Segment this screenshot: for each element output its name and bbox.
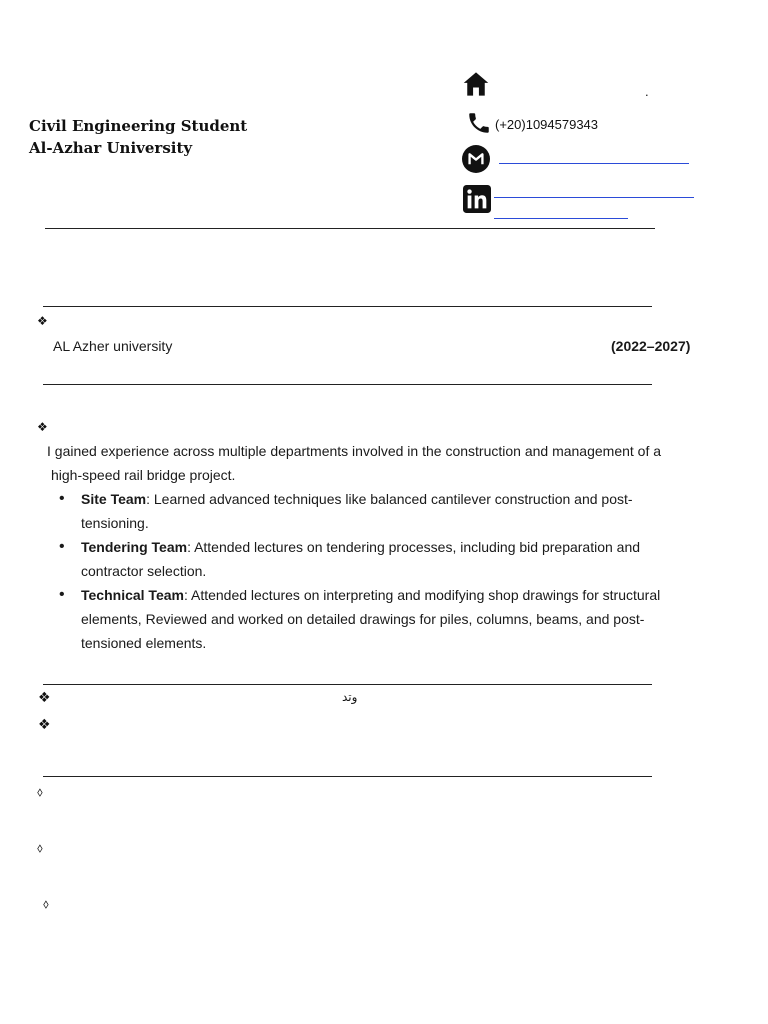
team-label: Technical Team [81,587,184,603]
linkedin-icon [463,185,491,213]
header-divider [45,228,655,229]
list-item [47,583,737,655]
skills-diamond-bullet-2: ❖ [38,716,51,732]
experience-intro [47,439,747,487]
team-label: Site Team [81,491,147,507]
linkedin-link-line1[interactable] [494,197,694,198]
team-desc: : Attended lectures on tendering processes, including bid preparation and [187,539,641,555]
phone-number: (+20)1094579343 [495,117,599,132]
small-diamond-bullet-3: ⬨ [43,896,49,911]
title-line-role: Civil Engineering Student [29,117,248,135]
small-diamond-bullet-2: ⬨ [37,840,43,855]
experience-diamond-bullet: ❖ [37,420,48,434]
list-item [47,487,737,535]
skills-top-divider [43,684,652,685]
skills-diamond-bullet-1: ❖ [38,689,51,705]
experience-list [47,487,737,655]
phone-icon [466,110,492,136]
title-line-university: Al-Azhar University [29,139,193,157]
header-title [29,115,247,159]
team-desc-cont: contractor selection. [81,563,207,579]
experience-top-divider [43,384,652,385]
linkedin-link-line2[interactable] [494,218,628,219]
bottom-divider [43,776,652,777]
team-desc-cont: tensioning. [81,515,149,531]
small-diamond-bullet-1: ⬨ [37,784,43,799]
education-diamond-bullet: ❖ [37,314,48,328]
team-label: Tendering Team [81,539,188,555]
arabic-fragment: وتد [342,690,358,704]
experience-intro-line2: high-speed rail bridge project. [51,467,236,483]
list-item [47,535,737,583]
gmail-icon [462,145,490,173]
email-link[interactable] [499,163,689,164]
education-top-divider [43,306,652,307]
team-desc: : Learned advanced techniques like balanced cantilever construction and post- [146,491,633,507]
education-years: (2022–2027) [611,338,691,354]
experience-intro-line1: I gained experience across multiple departments involved in the construction and management of a [47,443,662,459]
team-desc-cont: tensioned elements. [81,635,207,651]
address-placeholder: . [645,84,649,99]
team-desc-cont: elements, Reviewed and worked on detailed drawings for piles, columns, beams, and post- [81,611,645,627]
home-icon [462,70,490,98]
education-institution: AL Azher university [53,338,173,354]
team-desc: : Attended lectures on interpreting and modifying shop drawings for structural [183,587,661,603]
